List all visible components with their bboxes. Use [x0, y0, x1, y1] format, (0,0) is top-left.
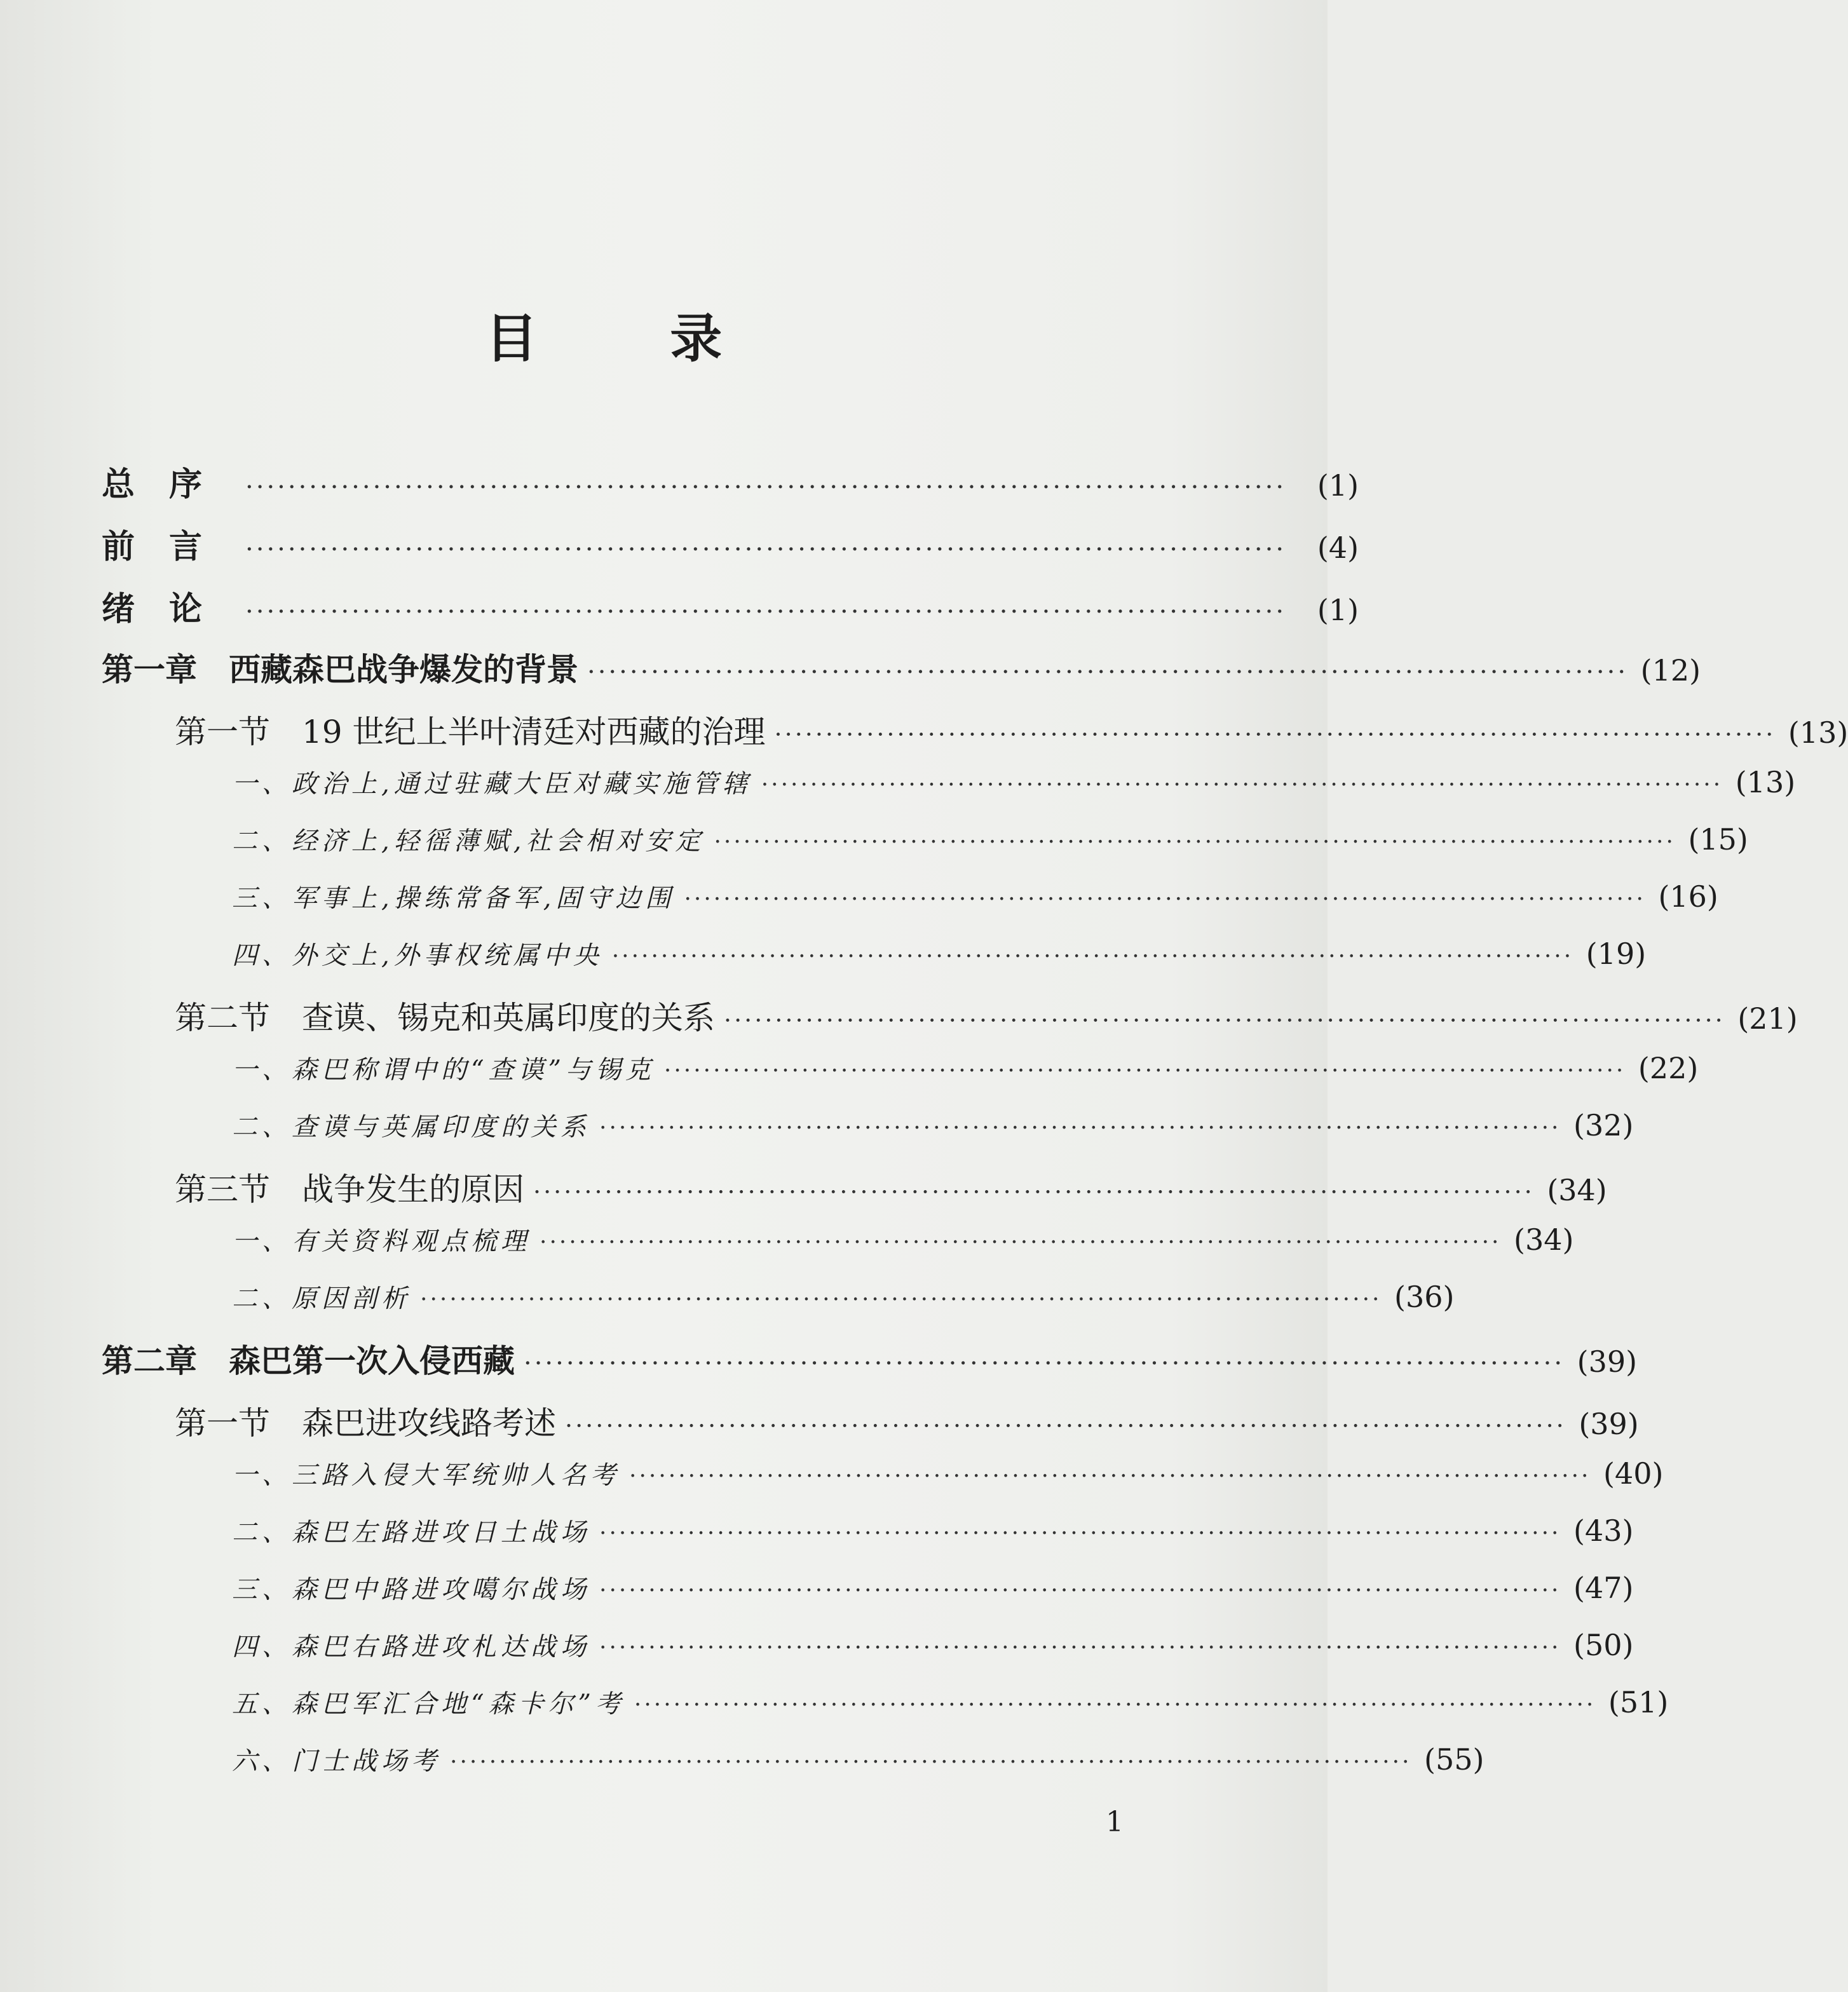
page-number: 1 — [1106, 1806, 1124, 1838]
toc-entry-subsection[interactable] — [102, 1569, 1634, 1606]
leader-dots: ·································································································· — [245, 473, 1287, 502]
leader-dots: ·································································································· — [761, 772, 1723, 798]
leader-dots: ·································································································· — [714, 829, 1676, 855]
toc-entry-subsection[interactable] — [102, 1512, 1634, 1548]
leader-dots: ·································································································· — [524, 1349, 1565, 1378]
leader-dots: ·································································································· — [599, 1635, 1561, 1661]
toc-entry-label: 总序 — [102, 465, 237, 504]
toc-entry-section[interactable] — [102, 1398, 1639, 1444]
toc-entry-subsection[interactable] — [102, 1741, 1485, 1777]
toc-entry-label: 二、经济上,轻徭薄赋,社会相对安定 — [232, 827, 705, 856]
toc-entry-page: (55) — [1424, 1742, 1485, 1777]
toc-entry-page: (15) — [1688, 822, 1748, 857]
leader-dots: ·································································································· — [634, 1692, 1596, 1718]
toc-entry-subsection[interactable] — [102, 1684, 1669, 1720]
leader-dots: ·································································································· — [245, 535, 1287, 564]
toc-entry-page: (39) — [1577, 1345, 1638, 1379]
toc-entry-subsection[interactable] — [102, 935, 1647, 972]
toc-entry-page: (13) — [1788, 715, 1848, 750]
leader-dots: ·································································································· — [774, 721, 1776, 749]
toc-entry-subsection[interactable] — [102, 764, 1796, 800]
toc-entry-page: (40) — [1603, 1456, 1664, 1491]
toc-entry-page: (22) — [1638, 1051, 1699, 1085]
toc-entry-page: (13) — [1735, 765, 1796, 799]
leader-dots: ·································································································· — [420, 1287, 1382, 1313]
toc-entry-subsection[interactable] — [102, 821, 1748, 857]
toc-entry-label: 第一章 西藏森巴战争爆发的背景 — [102, 651, 578, 688]
toc-entry-page: (43) — [1573, 1514, 1634, 1548]
toc-entry-label: 一、政治上,通过驻藏大臣对藏实施管辖 — [232, 769, 752, 799]
leader-dots: ·································································································· — [245, 597, 1287, 627]
toc-entry-page: (1) — [1317, 468, 1359, 503]
toc-entry-page: (12) — [1640, 653, 1701, 688]
toc-entry-page: (51) — [1608, 1685, 1669, 1719]
leader-dots: ·································································································· — [450, 1749, 1412, 1775]
toc-entry-page: (16) — [1658, 879, 1718, 914]
leader-dots: ·································································································· — [587, 658, 1629, 687]
leader-dots: ·································································································· — [724, 1006, 1725, 1034]
leader-dots: ·································································································· — [629, 1463, 1591, 1489]
toc-entry-section[interactable] — [102, 1164, 1607, 1210]
toc-entry-introduction[interactable] — [102, 582, 1359, 630]
toc-entry-label: 第一节 森巴进攻线路考述 — [175, 1405, 556, 1442]
toc-entry-label: 一、森巴称谓中的“查谟”与锡克 — [232, 1055, 655, 1085]
toc-entry-label: 四、森巴右路进攻札达战场 — [232, 1632, 590, 1662]
toc-entry-chapter-1[interactable] — [102, 644, 1701, 690]
toc-entry-label: 第一节 19 世纪上半叶清廷对西藏的治理 — [175, 714, 766, 750]
toc-entry-page: (4) — [1317, 531, 1359, 565]
toc-entry-subsection[interactable] — [102, 878, 1718, 914]
leader-dots: ·································································································· — [599, 1578, 1561, 1604]
toc-entry-page: (50) — [1573, 1628, 1634, 1662]
toc-entry-section[interactable] — [102, 707, 1848, 752]
toc-entry-page: (19) — [1586, 937, 1647, 971]
leader-dots: ·································································································· — [540, 1230, 1502, 1256]
leader-dots: ·································································································· — [599, 1521, 1561, 1547]
toc-entry-label: 一、三路入侵大军统帅人名考 — [232, 1461, 620, 1490]
toc-entry-label: 二、原因剖析 — [232, 1284, 411, 1313]
leader-dots: ·································································································· — [533, 1178, 1535, 1206]
toc-entry-subsection[interactable] — [102, 1278, 1455, 1315]
toc-entry-page: (32) — [1573, 1108, 1634, 1142]
leader-dots: ·································································································· — [565, 1412, 1566, 1440]
toc-entry-subsection[interactable] — [102, 1221, 1574, 1257]
toc-entry-label: 四、外交上,外事权统属中央 — [232, 941, 603, 970]
toc-entry-subsection[interactable] — [102, 1107, 1634, 1143]
toc-entry-subsection[interactable] — [102, 1455, 1664, 1491]
toc-entry-page: (39) — [1579, 1407, 1639, 1441]
toc-entry-page: (21) — [1737, 1001, 1798, 1036]
page-title: 目 录 — [485, 308, 780, 369]
toc-entry-label: 前言 — [102, 527, 237, 566]
toc-entry-label: 三、军事上,操练常备军,固守边围 — [232, 884, 676, 913]
toc-entry-section[interactable] — [102, 993, 1798, 1038]
toc-entry-page: (1) — [1317, 593, 1359, 627]
toc-entry-label: 绪论 — [102, 590, 237, 628]
toc-entry-page: (47) — [1573, 1571, 1634, 1605]
toc-entry-preface-general[interactable] — [102, 457, 1359, 505]
toc-entry-page: (36) — [1394, 1280, 1455, 1314]
toc-entry-label: 第三节 战争发生的原因 — [175, 1171, 524, 1208]
toc-entry-subsection[interactable] — [102, 1050, 1699, 1086]
leader-dots: ·································································································· — [663, 1058, 1626, 1084]
toc-entry-label: 二、森巴左路进攻日土战场 — [232, 1518, 590, 1547]
toc-entry-page: (34) — [1547, 1173, 1607, 1207]
toc-entry-label: 三、森巴中路进攻噶尔战场 — [232, 1575, 590, 1604]
toc-entry-label: 六、门士战场考 — [232, 1747, 441, 1776]
toc-entry-label: 二、查谟与英属印度的关系 — [232, 1113, 590, 1142]
leader-dots: ·································································································· — [611, 944, 1574, 970]
leader-dots: ·································································································· — [684, 886, 1646, 912]
toc-entry-label: 五、森巴军汇合地“森卡尔”考 — [232, 1690, 625, 1719]
toc-entry-chapter-2[interactable] — [102, 1336, 1638, 1381]
toc-entry-label: 一、有关资料观点梳理 — [232, 1227, 531, 1256]
toc-entry-label: 第二章 森巴第一次入侵西藏 — [102, 1342, 515, 1379]
toc-entry-subsection[interactable] — [102, 1627, 1634, 1663]
toc-entry-label: 第二节 查谟、锡克和英属印度的关系 — [175, 999, 715, 1036]
toc-entry-foreword[interactable] — [102, 520, 1359, 567]
leader-dots: ·································································································· — [599, 1115, 1561, 1141]
toc-entry-page: (34) — [1514, 1223, 1574, 1257]
